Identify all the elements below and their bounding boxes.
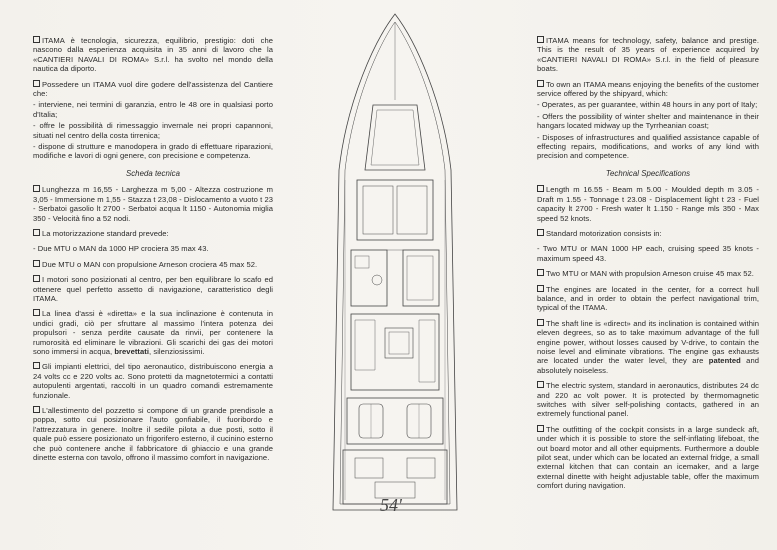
english-column	[537, 36, 759, 497]
section-heading: Technical Specifications	[605, 168, 691, 178]
checkbox-bullet-icon	[537, 36, 544, 43]
checkbox-bullet-icon	[537, 319, 544, 326]
assistance-item: - Offers the possibility of winter shelter and maintenance in their hangars located midway up the Tyrrheanian coast;	[537, 111, 759, 131]
checkbox-bullet-icon	[33, 406, 40, 413]
italian-column	[33, 36, 273, 468]
assistance-paragraph: Possedere un ITAMA vuol dire godere dell'assistenza del Cantiere che:	[33, 79, 273, 99]
deck-plan-drawing	[315, 10, 475, 530]
spec-paragraph: La linea d'assi è «diretta» e la sua inclinazione è contenuta in undici gradi, ciò per sfruttare al massimo l'intera potenza dei propulsori - senza perdite causate da rinvii, per contenere la rumorosità ed eliminare le vibrazioni. Gli scarichi dei gas dei motori sono immersi in acqua, brevettati, silenziosissimi.	[33, 309, 273, 356]
spec-paragraph: - Two MTU or MAN 1000 HP each, cruising speed 35 knots - maximum speed 43.	[537, 244, 759, 263]
section-heading: Scheda tecnica	[125, 168, 180, 178]
spec-paragraph: Gli impianti elettrici, del tipo aeronautico, distribuiscono energia a 24 volts cc e 220 volts ac. Sono protetti da magnetotermici a contatti autopulenti argentati, raccolti in un quadro comandi estremamente funzionale.	[33, 362, 273, 400]
spec-paragraph: The electric system, standard in aeronautics, distributes 24 dc and 220 ac volt power. It is protected by thermomagnetic switches with silver self-polishing contacts, gathered in an extremely functional panel.	[537, 381, 759, 419]
spec-paragraph: Two MTU or MAN with propulsion Arneson cruise 45 max 52.	[537, 269, 759, 278]
checkbox-bullet-icon	[537, 285, 544, 292]
assistance-item: - offre le possibilità di rimessaggio invernale nei propri capannoni, situati nel centro della costa tirrenica;	[33, 121, 273, 140]
checkbox-bullet-icon	[537, 381, 544, 388]
spec-paragraph: Lunghezza m 16,55 - Larghezza m 5,00 - Altezza costruzione m 3,05 - Immersione m 1,55 - Stazza t 23,08 - Dislocamento a vuoto t 23 - Serbatoi gasolio lt 2700 - Serbatoi acqua lt 1150 - Autonomia miglia 350 - Velocità fino a 52 nodi.	[33, 185, 273, 223]
spec-paragraph: Length m 16.55 - Beam m 5.00 - Moulded depth m 3.05 - Draft m 1.55 - Tonnage t 23.08 - Displacement light t 23 - Fuel capacity lt 2700 - Fresh water lt 1.150 - Range mls 350 - Max speed 52 knots.	[537, 185, 759, 223]
spec-paragraph: The outfitting of the cockpit consists in a large sundeck aft, under which it is possible to store the self-inflating lifeboat, the out board motor and all other equipments. Furthermore a double pilot seat, under which can be located an external fridge, a small external kitchen that can contain an icemaker, and a large external dinette with height adjustable table, offer the maximum comfort during navigation.	[537, 424, 759, 491]
checkbox-bullet-icon	[537, 425, 544, 432]
checkbox-bullet-icon	[33, 185, 40, 192]
highlight-word: patented	[708, 356, 741, 366]
checkbox-bullet-icon	[33, 275, 40, 282]
checkbox-bullet-icon	[537, 185, 544, 192]
checkbox-bullet-icon	[33, 229, 40, 236]
assistance-paragraph: To own an ITAMA means enjoying the benefits of the customer service offered by the shipyard, which:	[537, 79, 760, 99]
spec-paragraph: The shaft line is «direct» and its inclination is contained within eleven degrees, so as to take maximum advantage of the full engine power, without losses caused by V-drive, to contain the noise level and eliminate vibrations. The engine gas exhausts are located under the water level, they are patented and absolutely noiseless.	[537, 318, 759, 375]
spec-paragraph: I motori sono posizionati al centro, per ben equilibrare lo scafo ed ottenere quel perfetto assetto di navigazione, caratteristico degli ITAMA.	[33, 275, 273, 303]
spec-paragraph: Due MTU o MAN con propulsione Arneson crociera 45 max 52.	[33, 260, 273, 269]
spec-paragraph: L'allestimento del pozzetto si compone di un grande prendisole a poppa, sotto cui posizionare l'auto gonfiabile, il fuoribordo e l'attrezzatura in genere. Inoltre il sedile pilota a due posti, sotto il quale può essere posizionato un frigorifero esterno, il cucinino esterno che può contenere anche il fabbricatore di ghiaccio e una grande dinette esterna con tavolo, offrono il massimo comfort in navigazione.	[33, 406, 273, 463]
assistance-item: - interviene, nei termini di garanzia, entro le 48 ore in qualsiasi porto d'Italia;	[33, 100, 273, 119]
checkbox-bullet-icon	[33, 36, 40, 43]
spec-paragraph: - Due MTU o MAN da 1000 HP crociera 35 max 43.	[33, 244, 209, 254]
spec-paragraph: La motorizzazione standard prevede:	[33, 229, 273, 238]
spec-paragraph: The engines are located in the center, for a correct hull balance, and in order to obtain the perfect navigational trim, typical of the ITAMA.	[537, 284, 759, 313]
intro-paragraph: ITAMA means for technology, safety, balance and prestige. This is the result of 35 years of experience acquired by «CANTIERI NAVALI DI ROMA» S.r.l. in the field of pleasure boats.	[537, 36, 759, 74]
checkbox-bullet-icon	[537, 229, 544, 236]
checkbox-bullet-icon	[33, 362, 40, 369]
assistance-item: - Disposes of infrastructures and qualified assistance capable of effecting repairs, modifications, and works of any kind with precision and competence.	[537, 132, 759, 161]
model-label: 54'	[380, 495, 402, 515]
checkbox-bullet-icon	[33, 309, 40, 316]
spec-paragraph: Standard motorization consists in:	[537, 229, 759, 238]
checkbox-bullet-icon	[537, 269, 544, 276]
intro-paragraph: ITAMA è tecnologia, sicurezza, equilibrio, prestigio: doti che nascono dalla esperienza acquisita in 35 anni di lavoro che la «CANTIERI NAVALI DI ROMA» S.r.l. ha svolto nel mondo della nautica da diporto.	[33, 36, 273, 74]
assistance-item: - dispone di strutture e manodopera in grado di effettuare riparazioni, modifiche e lavori di ogni genere, con precisione e competenza.	[33, 142, 273, 161]
checkbox-bullet-icon	[537, 80, 544, 87]
checkbox-bullet-icon	[33, 80, 40, 87]
assistance-item: - Operates, as per guarantee, within 48 hours in any port of Italy;	[537, 100, 758, 110]
checkbox-bullet-icon	[33, 260, 40, 267]
highlight-word: brevettati	[114, 346, 150, 356]
